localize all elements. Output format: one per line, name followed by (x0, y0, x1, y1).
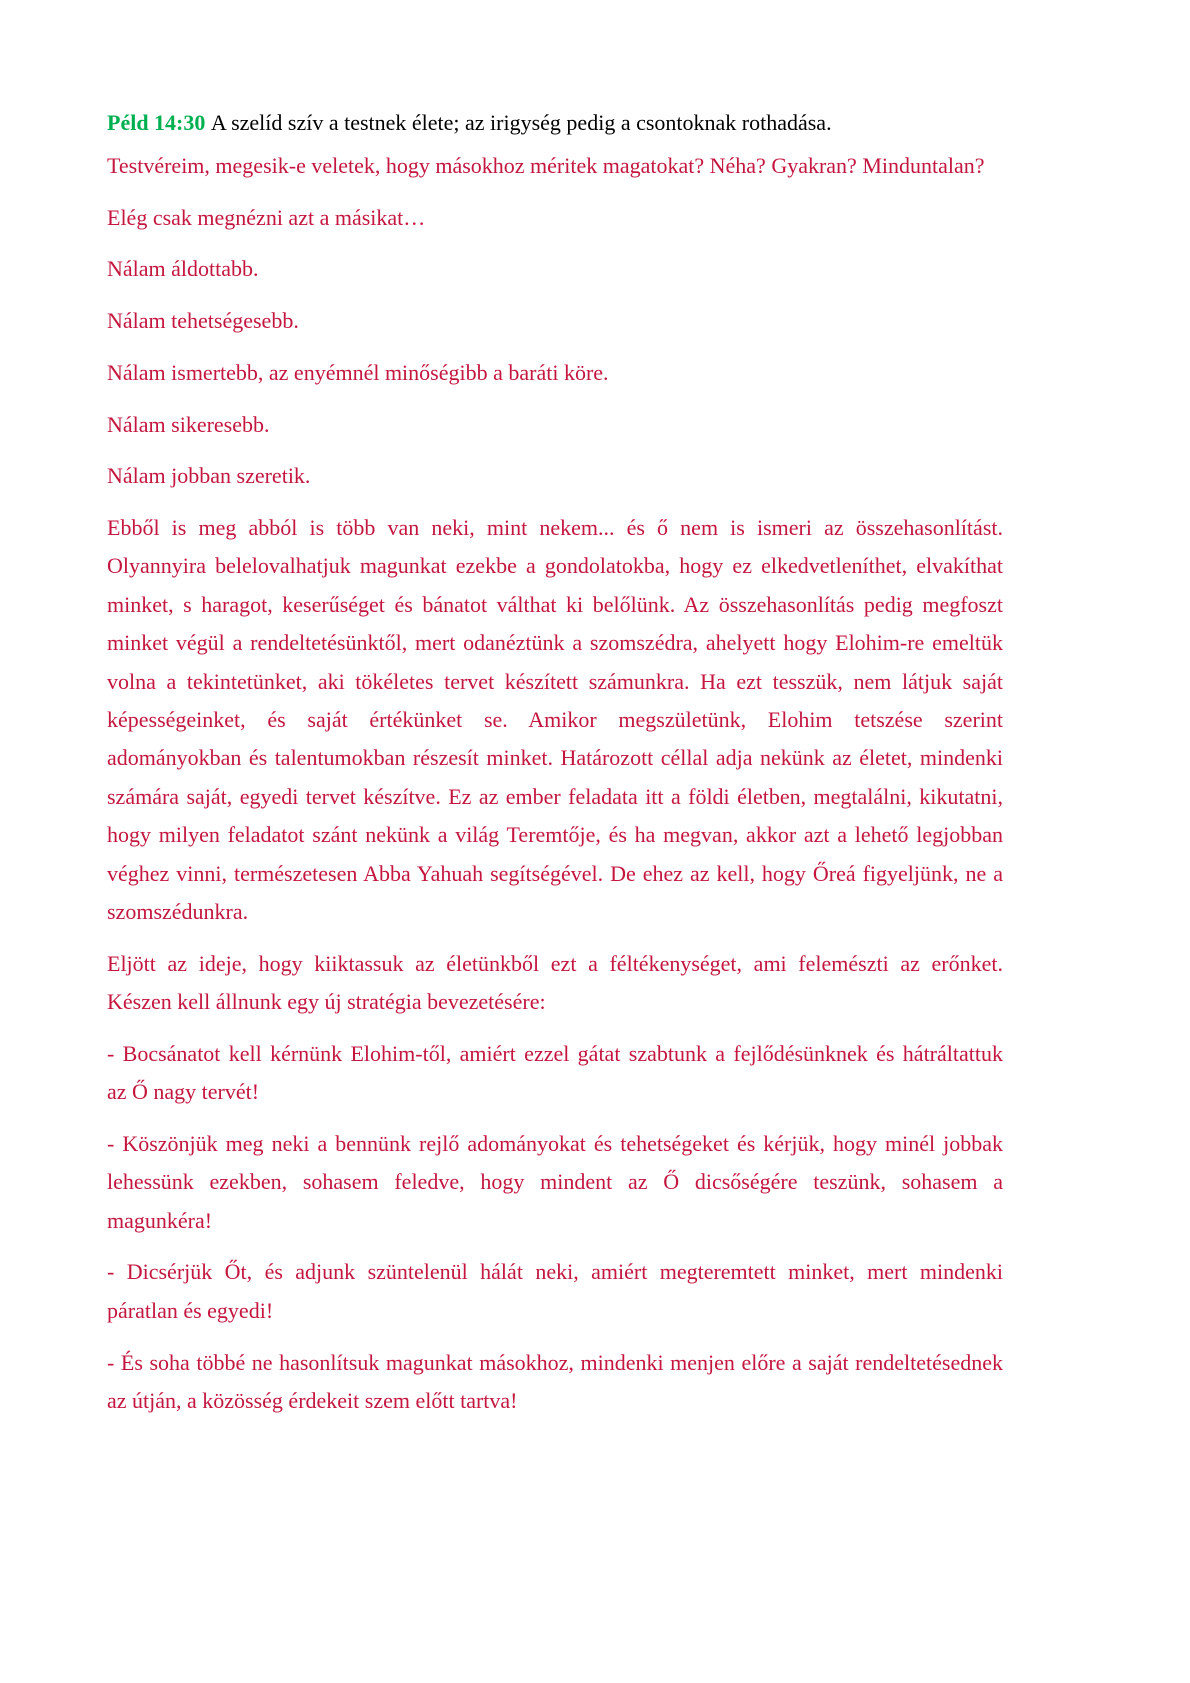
text-line: hogy milyen feladatot szánt nekünk a világ Teremtője, és ha megvan, akkor azt a lehető legjobban (107, 822, 1003, 848)
document-body (107, 104, 1003, 1434)
text-line: véghez vinni, természetesen Abba Yahuah segítségével. De ehez az kell, hogy Őreá figyeljünk, ne a (107, 860, 1003, 886)
paragraph (107, 199, 1003, 237)
text-line: Készen kell állnunk egy új stratégia bevezetésére: (107, 989, 546, 1015)
text-line: - Bocsánatot kell kérnünk Elohim-től, amiért ezzel gátat szabtunk a fejlődésünknek és hátráltattuk (107, 1040, 1003, 1066)
list-item (107, 1125, 1003, 1240)
text-line: az Ő nagy tervét! (107, 1079, 260, 1105)
text-line: volna a tekintetünket, aki tökéletes tervet készített számunkra. Ha ezt tesszük, nem látjuk saját (107, 668, 1003, 694)
paragraph (107, 509, 1003, 931)
text-line: Nálam ismertebb, az enyémnél minőségibb a baráti köre. (107, 359, 609, 385)
text-line: szomszédunkra. (107, 898, 249, 924)
verse-reference: Péld 14:30 (107, 110, 206, 135)
text-line: Nálam jobban szeretik. (107, 463, 311, 489)
text-line: az útján, a közösség érdekeit szem előtt tartva! (107, 1387, 518, 1413)
text-line: Nálam sikeresebb. (107, 411, 270, 437)
paragraph (107, 302, 1003, 340)
paragraph (107, 250, 1003, 288)
verse-line (107, 104, 1003, 142)
paragraph (107, 147, 1003, 185)
text-line: - És soha többé ne hasonlítsuk magunkat másokhoz, mindenki menjen előre a saját rendeltetésednek (107, 1349, 1003, 1375)
text-line: Nálam áldottabb. (107, 256, 259, 282)
text-line: magunkéra! (107, 1207, 213, 1233)
list-item (107, 1035, 1003, 1112)
paragraph (107, 406, 1003, 444)
text-line: számára saját, egyedi tervet készítve. Ez az ember feladata itt a földi életben, megtalálni, kikutatni, (107, 783, 1003, 809)
list-item (107, 1344, 1003, 1421)
text-line: minket végül a rendeltetésünktől, mert odanéztünk a szomszédra, ahelyett hogy Elohim-re emeltük (107, 630, 1003, 656)
text-line: Elég csak megnézni azt a másikat… (107, 204, 426, 230)
paragraph (107, 354, 1003, 392)
verse-text: A szelíd szív a testnek élete; az irigység pedig a csontoknak rothadása. (210, 110, 832, 135)
text-line: - Dicsérjük Őt, és adjunk szüntelenül hálát neki, amiért megteremtett minket, mert mindenki (107, 1259, 1003, 1285)
text-line: Nálam tehetségesebb. (107, 308, 299, 334)
text-line: Olyannyira belelovalhatjuk magunkat ezekbe a gondolatokba, hogy ez elkedvetleníthet, elvakíthat (107, 553, 1003, 579)
list-item (107, 1253, 1003, 1330)
text-line: Eljött az ideje, hogy kiiktassuk az életünkből ezt a féltékenységet, ami felemészti az erőnket. (107, 950, 1003, 976)
text-line: minket, s haragot, keserűséget és bánatot válthat ki belőlünk. Az összehasonlítás pedig megfoszt (107, 591, 1003, 617)
text-line: képességeinket, és saját értékünket se. Amikor megszületünk, Elohim tetszése szerint (107, 706, 1003, 732)
paragraph (107, 457, 1003, 495)
text-line: - Köszönjük meg neki a bennünk rejlő adományokat és tehetségeket és kérjük, hogy minél jobbak (107, 1130, 1003, 1156)
text-line: páratlan és egyedi! (107, 1297, 274, 1323)
text-line: Testvéreim, megesik-e veletek, hogy másokhoz méritek magatokat? Néha? Gyakran? Minduntalan? (107, 153, 985, 178)
paragraph (107, 945, 1003, 1022)
text-line: Ebből is meg abból is több van neki, mint nekem... és ő nem is ismeri az összehasonlítást. (107, 514, 1003, 540)
text-line: lehessünk ezekben, sohasem feledve, hogy mindent az Ő dicsőségére teszünk, sohasem a (107, 1169, 1003, 1195)
text-line: adományokban és talentumokban részesít minket. Határozott céllal adja nekünk az életet, mindenki (107, 745, 1003, 771)
